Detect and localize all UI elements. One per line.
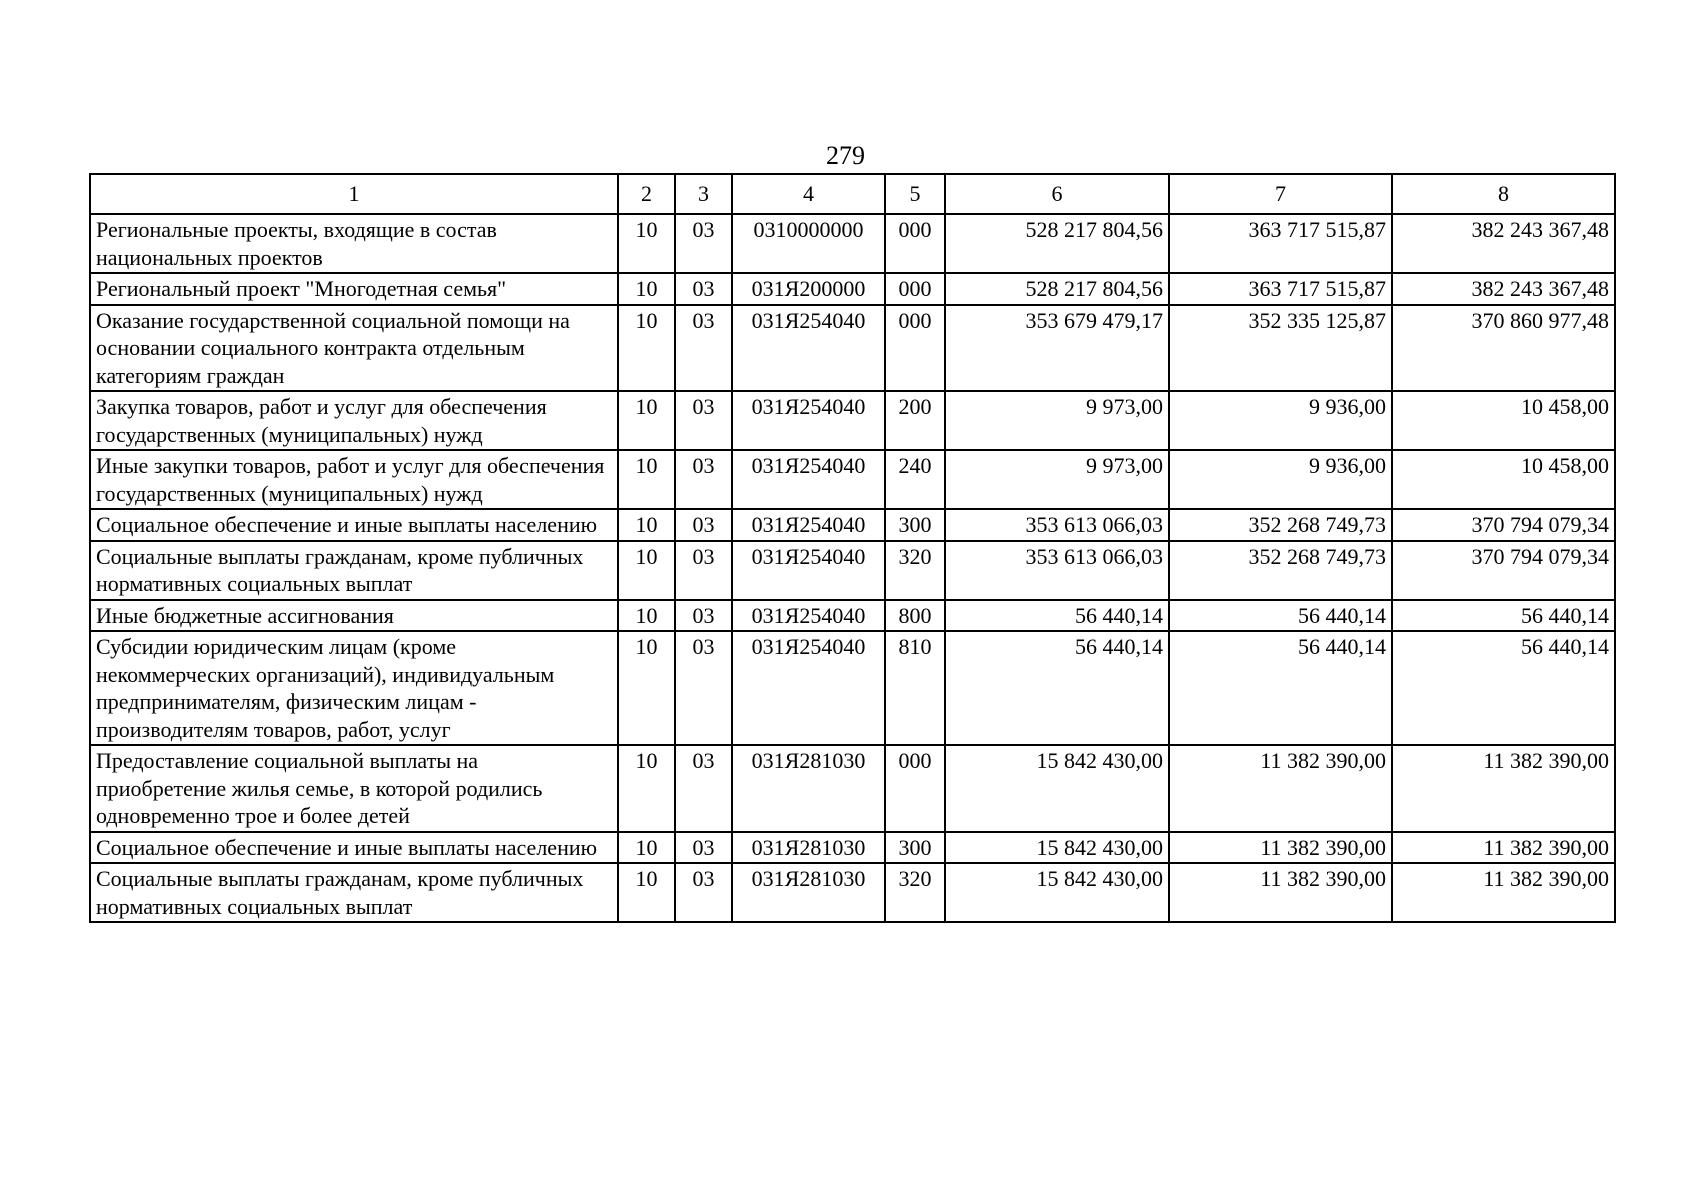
table-row — [90, 863, 1615, 922]
amount-col-7: 9 936,00 — [1169, 450, 1392, 509]
expense-type-code: 800 — [885, 600, 945, 632]
subsection-code: 03 — [675, 600, 732, 632]
amount-col-7: 352 268 749,73 — [1169, 509, 1392, 541]
subsection-code: 03 — [675, 450, 732, 509]
target-article-code: 031Я254040 — [732, 509, 885, 541]
row-name: Субсидии юридическим лицам (кроме некоммерческих организаций), индивидуальным предпринимателям, физическим лицам - производителям товаров, работ, услуг — [90, 631, 618, 745]
expense-type-code: 810 — [885, 631, 945, 745]
table-row — [90, 832, 1615, 864]
amount-col-7: 11 382 390,00 — [1169, 863, 1392, 922]
table-row — [90, 509, 1615, 541]
table-row — [90, 450, 1615, 509]
amount-col-7: 9 936,00 — [1169, 391, 1392, 450]
amount-col-6: 528 217 804,56 — [945, 273, 1169, 305]
expense-type-code: 200 — [885, 391, 945, 450]
section-code: 10 — [618, 600, 675, 632]
target-article-code: 031Я281030 — [732, 863, 885, 922]
section-code: 10 — [618, 863, 675, 922]
expense-type-code: 320 — [885, 863, 945, 922]
amount-col-7: 56 440,14 — [1169, 631, 1392, 745]
amount-col-8: 56 440,14 — [1392, 631, 1615, 745]
table-row — [90, 273, 1615, 305]
expense-type-code: 320 — [885, 541, 945, 600]
column-header: 1 — [90, 174, 618, 214]
target-article-code: 0310000000 — [732, 214, 885, 273]
amount-col-8: 370 794 079,34 — [1392, 509, 1615, 541]
table-row — [90, 631, 1615, 745]
amount-col-6: 15 842 430,00 — [945, 863, 1169, 922]
amount-col-8: 382 243 367,48 — [1392, 214, 1615, 273]
subsection-code: 03 — [675, 631, 732, 745]
amount-col-8: 370 794 079,34 — [1392, 541, 1615, 600]
row-name: Предоставление социальной выплаты на приобретение жилья семье, в которой родились одновременно трое и более детей — [90, 745, 618, 832]
subsection-code: 03 — [675, 541, 732, 600]
section-code: 10 — [618, 832, 675, 864]
expense-type-code: 240 — [885, 450, 945, 509]
target-article-code: 031Я254040 — [732, 450, 885, 509]
table-row — [90, 305, 1615, 392]
subsection-code: 03 — [675, 863, 732, 922]
row-name: Иные бюджетные ассигнования — [90, 600, 618, 632]
section-code: 10 — [618, 450, 675, 509]
table-row — [90, 214, 1615, 273]
amount-col-7: 363 717 515,87 — [1169, 273, 1392, 305]
expense-type-code: 000 — [885, 273, 945, 305]
section-code: 10 — [618, 745, 675, 832]
row-name: Региональный проект "Многодетная семья" — [90, 273, 618, 305]
section-code: 10 — [618, 273, 675, 305]
target-article-code: 031Я281030 — [732, 832, 885, 864]
subsection-code: 03 — [675, 214, 732, 273]
column-header: 6 — [945, 174, 1169, 214]
row-name: Оказание государственной социальной помощи на основании социального контракта отдельным категориям граждан — [90, 305, 618, 392]
subsection-code: 03 — [675, 305, 732, 392]
target-article-code: 031Я254040 — [732, 305, 885, 392]
column-header: 8 — [1392, 174, 1615, 214]
amount-col-8: 11 382 390,00 — [1392, 745, 1615, 832]
column-header: 2 — [618, 174, 675, 214]
table-row — [90, 391, 1615, 450]
column-header: 3 — [675, 174, 732, 214]
table-row — [90, 745, 1615, 832]
expense-type-code: 000 — [885, 305, 945, 392]
column-header: 4 — [732, 174, 885, 214]
section-code: 10 — [618, 631, 675, 745]
target-article-code: 031Я254040 — [732, 600, 885, 632]
amount-col-8: 11 382 390,00 — [1392, 863, 1615, 922]
amount-col-7: 352 268 749,73 — [1169, 541, 1392, 600]
subsection-code: 03 — [675, 273, 732, 305]
expense-type-code: 000 — [885, 745, 945, 832]
amount-col-7: 11 382 390,00 — [1169, 745, 1392, 832]
row-name: Социальные выплаты гражданам, кроме публичных нормативных социальных выплат — [90, 863, 618, 922]
subsection-code: 03 — [675, 832, 732, 864]
target-article-code: 031Я254040 — [732, 541, 885, 600]
target-article-code: 031Я254040 — [732, 631, 885, 745]
row-name: Социальные выплаты гражданам, кроме публичных нормативных социальных выплат — [90, 541, 618, 600]
amount-col-7: 11 382 390,00 — [1169, 832, 1392, 864]
amount-col-8: 382 243 367,48 — [1392, 273, 1615, 305]
amount-col-8: 10 458,00 — [1392, 450, 1615, 509]
expense-type-code: 300 — [885, 509, 945, 541]
amount-col-7: 352 335 125,87 — [1169, 305, 1392, 392]
target-article-code: 031Я200000 — [732, 273, 885, 305]
amount-col-6: 353 613 066,03 — [945, 509, 1169, 541]
amount-col-6: 353 679 479,17 — [945, 305, 1169, 392]
amount-col-6: 9 973,00 — [945, 450, 1169, 509]
amount-col-6: 528 217 804,56 — [945, 214, 1169, 273]
target-article-code: 031Я254040 — [732, 391, 885, 450]
amount-col-6: 15 842 430,00 — [945, 832, 1169, 864]
section-code: 10 — [618, 541, 675, 600]
section-code: 10 — [618, 509, 675, 541]
page-number: 279 — [826, 141, 865, 170]
header-row — [90, 174, 1615, 214]
table-row — [90, 600, 1615, 632]
column-header: 7 — [1169, 174, 1392, 214]
row-name: Региональные проекты, входящие в состав национальных проектов — [90, 214, 618, 273]
row-name: Социальное обеспечение и иные выплаты населению — [90, 832, 618, 864]
section-code: 10 — [618, 214, 675, 273]
amount-col-8: 56 440,14 — [1392, 600, 1615, 632]
row-name: Социальное обеспечение и иные выплаты населению — [90, 509, 618, 541]
amount-col-8: 10 458,00 — [1392, 391, 1615, 450]
amount-col-6: 9 973,00 — [945, 391, 1169, 450]
section-code: 10 — [618, 305, 675, 392]
amount-col-7: 363 717 515,87 — [1169, 214, 1392, 273]
subsection-code: 03 — [675, 509, 732, 541]
amount-col-6: 353 613 066,03 — [945, 541, 1169, 600]
expense-type-code: 300 — [885, 832, 945, 864]
budget-table — [89, 173, 1616, 923]
expense-type-code: 000 — [885, 214, 945, 273]
table-row — [90, 541, 1615, 600]
amount-col-6: 15 842 430,00 — [945, 745, 1169, 832]
amount-col-7: 56 440,14 — [1169, 600, 1392, 632]
amount-col-6: 56 440,14 — [945, 600, 1169, 632]
amount-col-6: 56 440,14 — [945, 631, 1169, 745]
row-name: Закупка товаров, работ и услуг для обеспечения государственных (муниципальных) нужд — [90, 391, 618, 450]
amount-col-8: 11 382 390,00 — [1392, 832, 1615, 864]
subsection-code: 03 — [675, 391, 732, 450]
amount-col-8: 370 860 977,48 — [1392, 305, 1615, 392]
section-code: 10 — [618, 391, 675, 450]
target-article-code: 031Я281030 — [732, 745, 885, 832]
row-name: Иные закупки товаров, работ и услуг для обеспечения государственных (муниципальных) нужд — [90, 450, 618, 509]
subsection-code: 03 — [675, 745, 732, 832]
column-header: 5 — [885, 174, 945, 214]
